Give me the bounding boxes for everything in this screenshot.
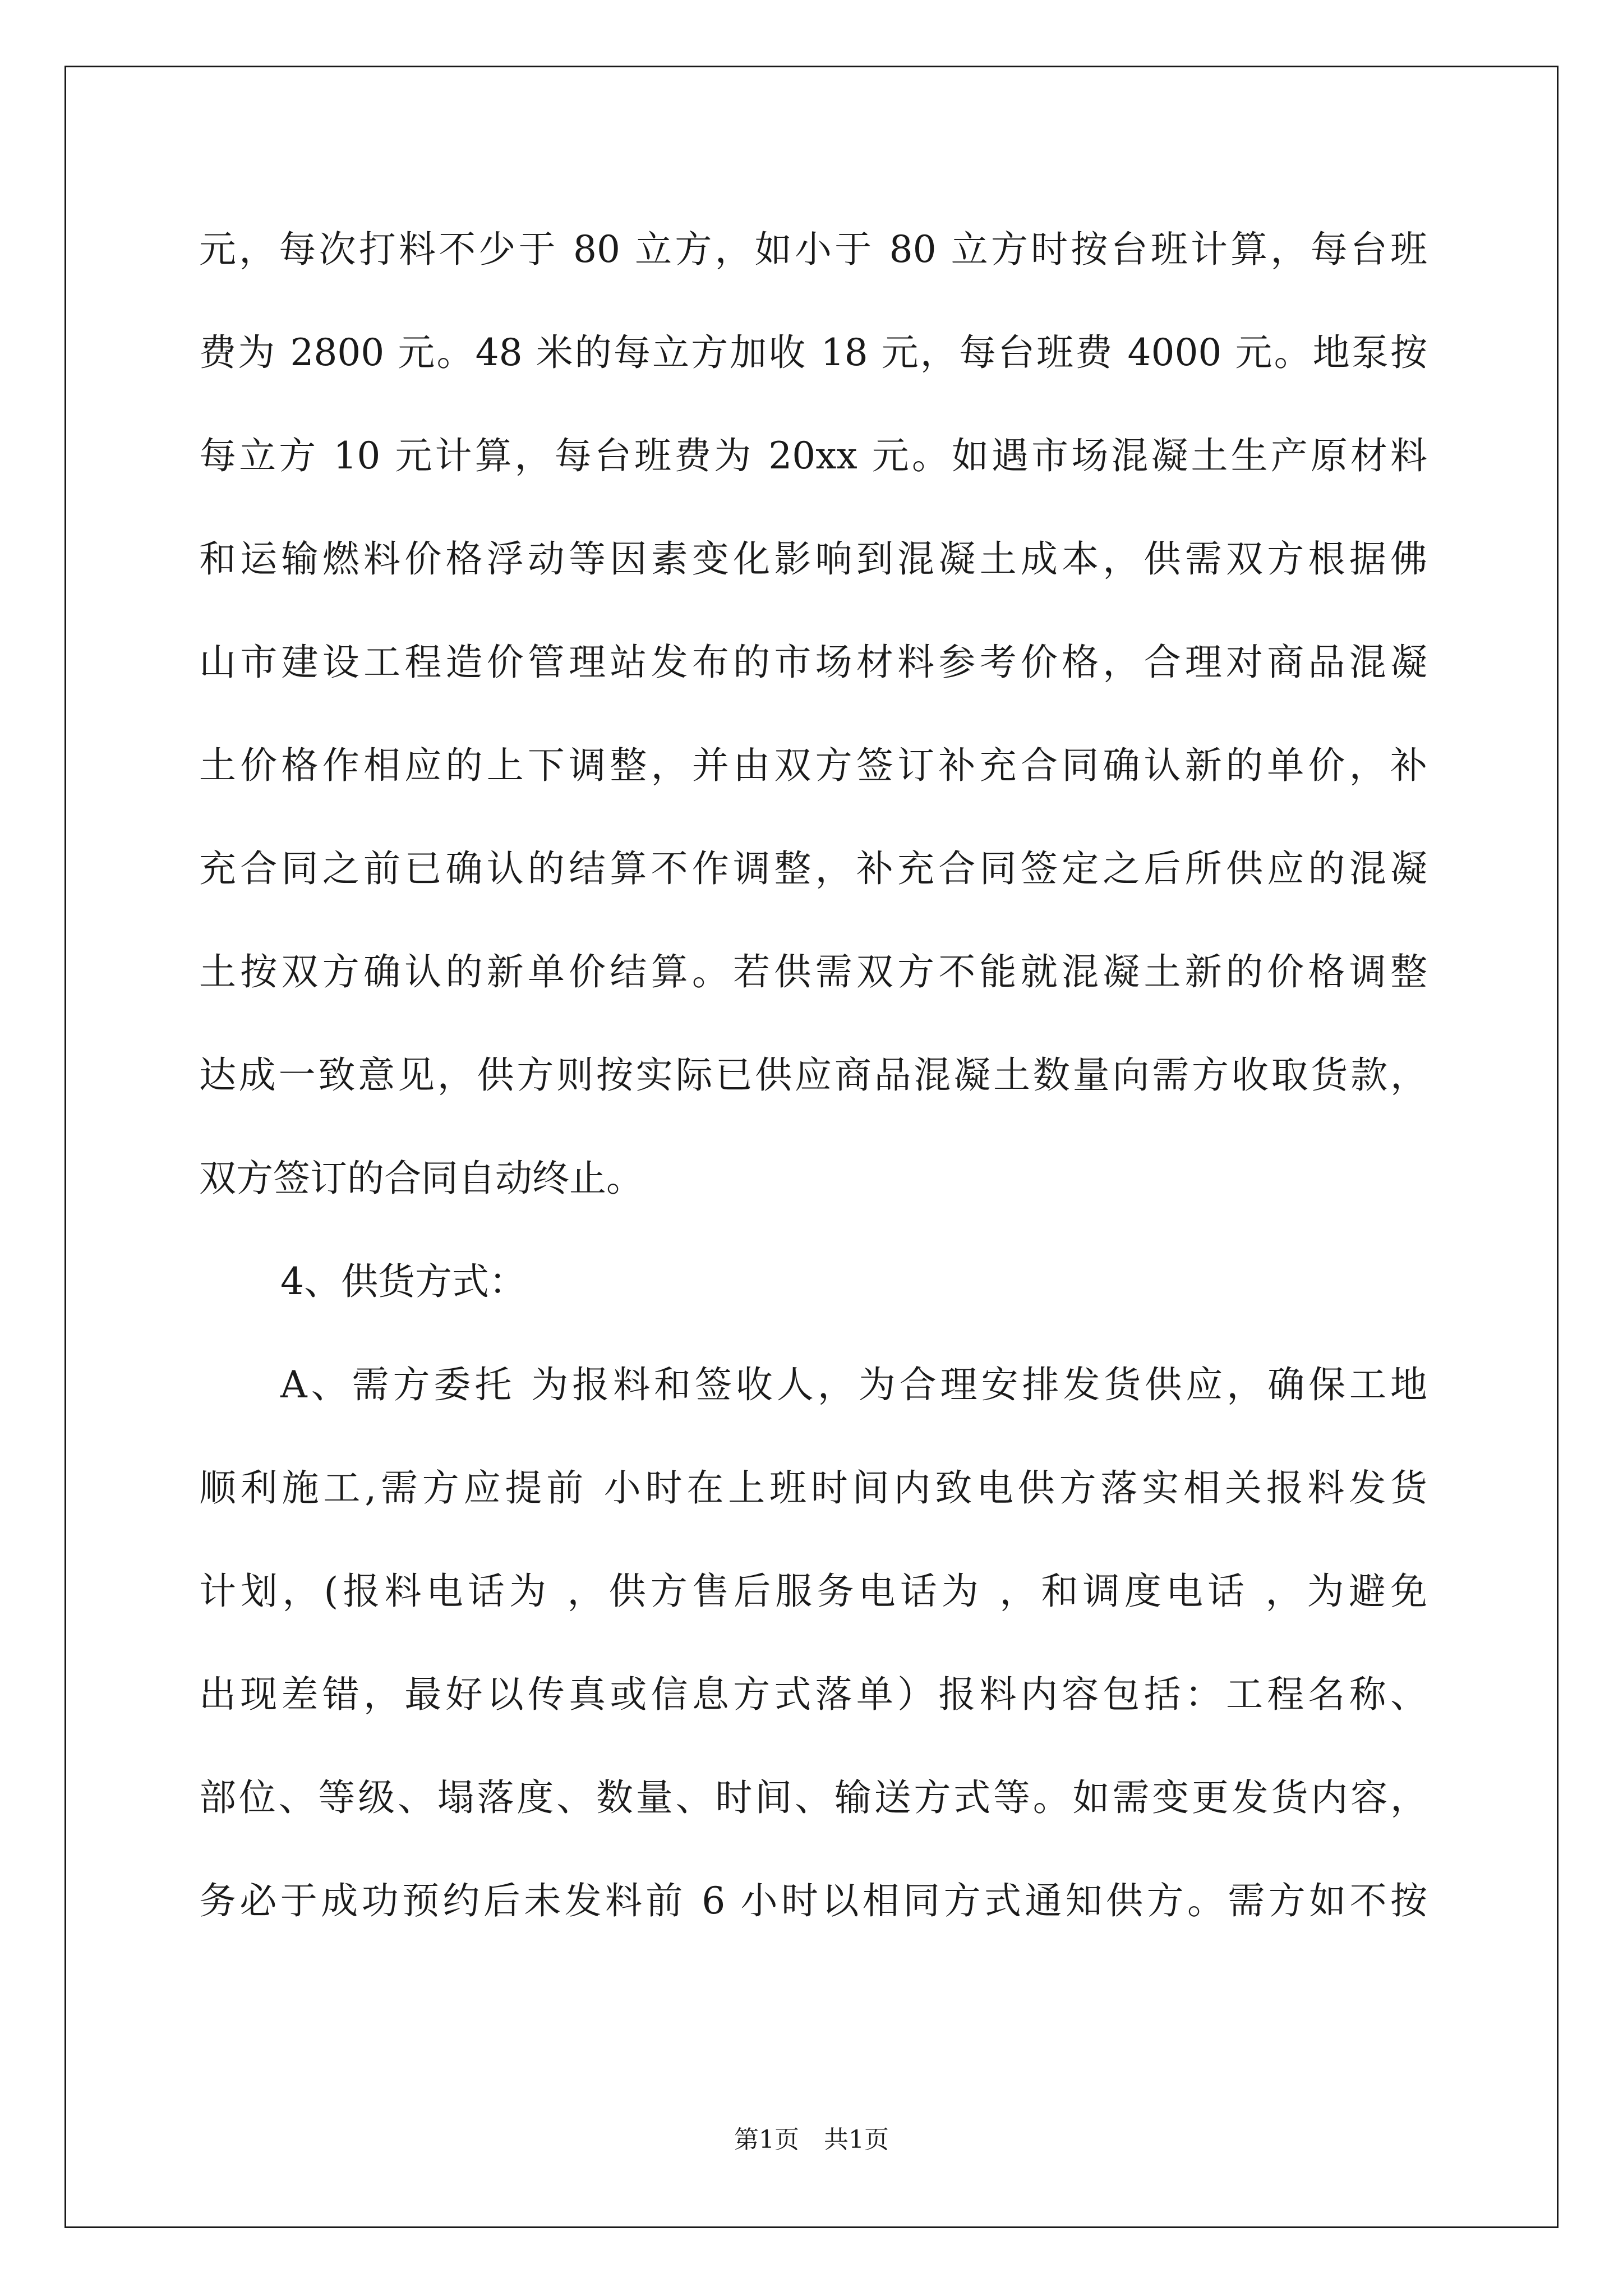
text-line: 计划，(报料电话为 ，供方售后服务电话为 ，和调度电话 ，为避免: [199, 1570, 1427, 1613]
text-line: 达成一致意见，供方则按实际已供应商品混凝土数量向需方收取货款，: [199, 1053, 1427, 1097]
text-line: 和运输燃料价格浮动等因素变化影响到混凝土成本，供需双方根据佛: [199, 537, 1427, 581]
section-heading: 4、供货方式：: [280, 1260, 526, 1303]
text-line: 元，每次打料不少于 80 立方，如小于 80 立方时按台班计算，每台班: [199, 228, 1427, 271]
text-line: 顺利施工,需方应提前 小时在上班时间内致电供方落实相关报料发货: [199, 1466, 1427, 1510]
text-line: 出现差错，最好以传真或信息方式落单）报料内容包括：工程名称、: [199, 1673, 1427, 1716]
text-line: 土价格作相应的上下调整，并由双方签订补充合同确认新的单价，补: [199, 744, 1427, 787]
text-line: 充合同之前已确认的结算不作调整，补充合同签定之后所供应的混凝: [199, 847, 1427, 890]
page-number-footer: 第1页 共1页: [734, 2125, 889, 2154]
text-line: 费为 2800 元。48 米的每立方加收 18 元，每台班费 4000 元。地泵按: [199, 331, 1427, 374]
text-line: 每立方 10 元计算，每台班费为 20xx 元。如遇市场混凝土生产原材料: [199, 434, 1427, 477]
text-line: 双方签订的合同自动终止。: [199, 1157, 643, 1200]
text-line: 山市建设工程造价管理站发布的市场材料参考价格，合理对商品混凝: [199, 641, 1427, 684]
text-line: 部位、等级、塌落度、数量、时间、输送方式等。如需变更发货内容，: [199, 1776, 1427, 1819]
text-line: 务必于成功预约后未发料前 6 小时以相同方式通知供方。需方如不按: [199, 1879, 1427, 1922]
text-line: A、需方委托 为报料和签收人，为合理安排发货供应，确保工地: [280, 1363, 1427, 1406]
text-line: 土按双方确认的新单价结算。若供需双方不能就混凝土新的价格调整: [199, 950, 1427, 993]
